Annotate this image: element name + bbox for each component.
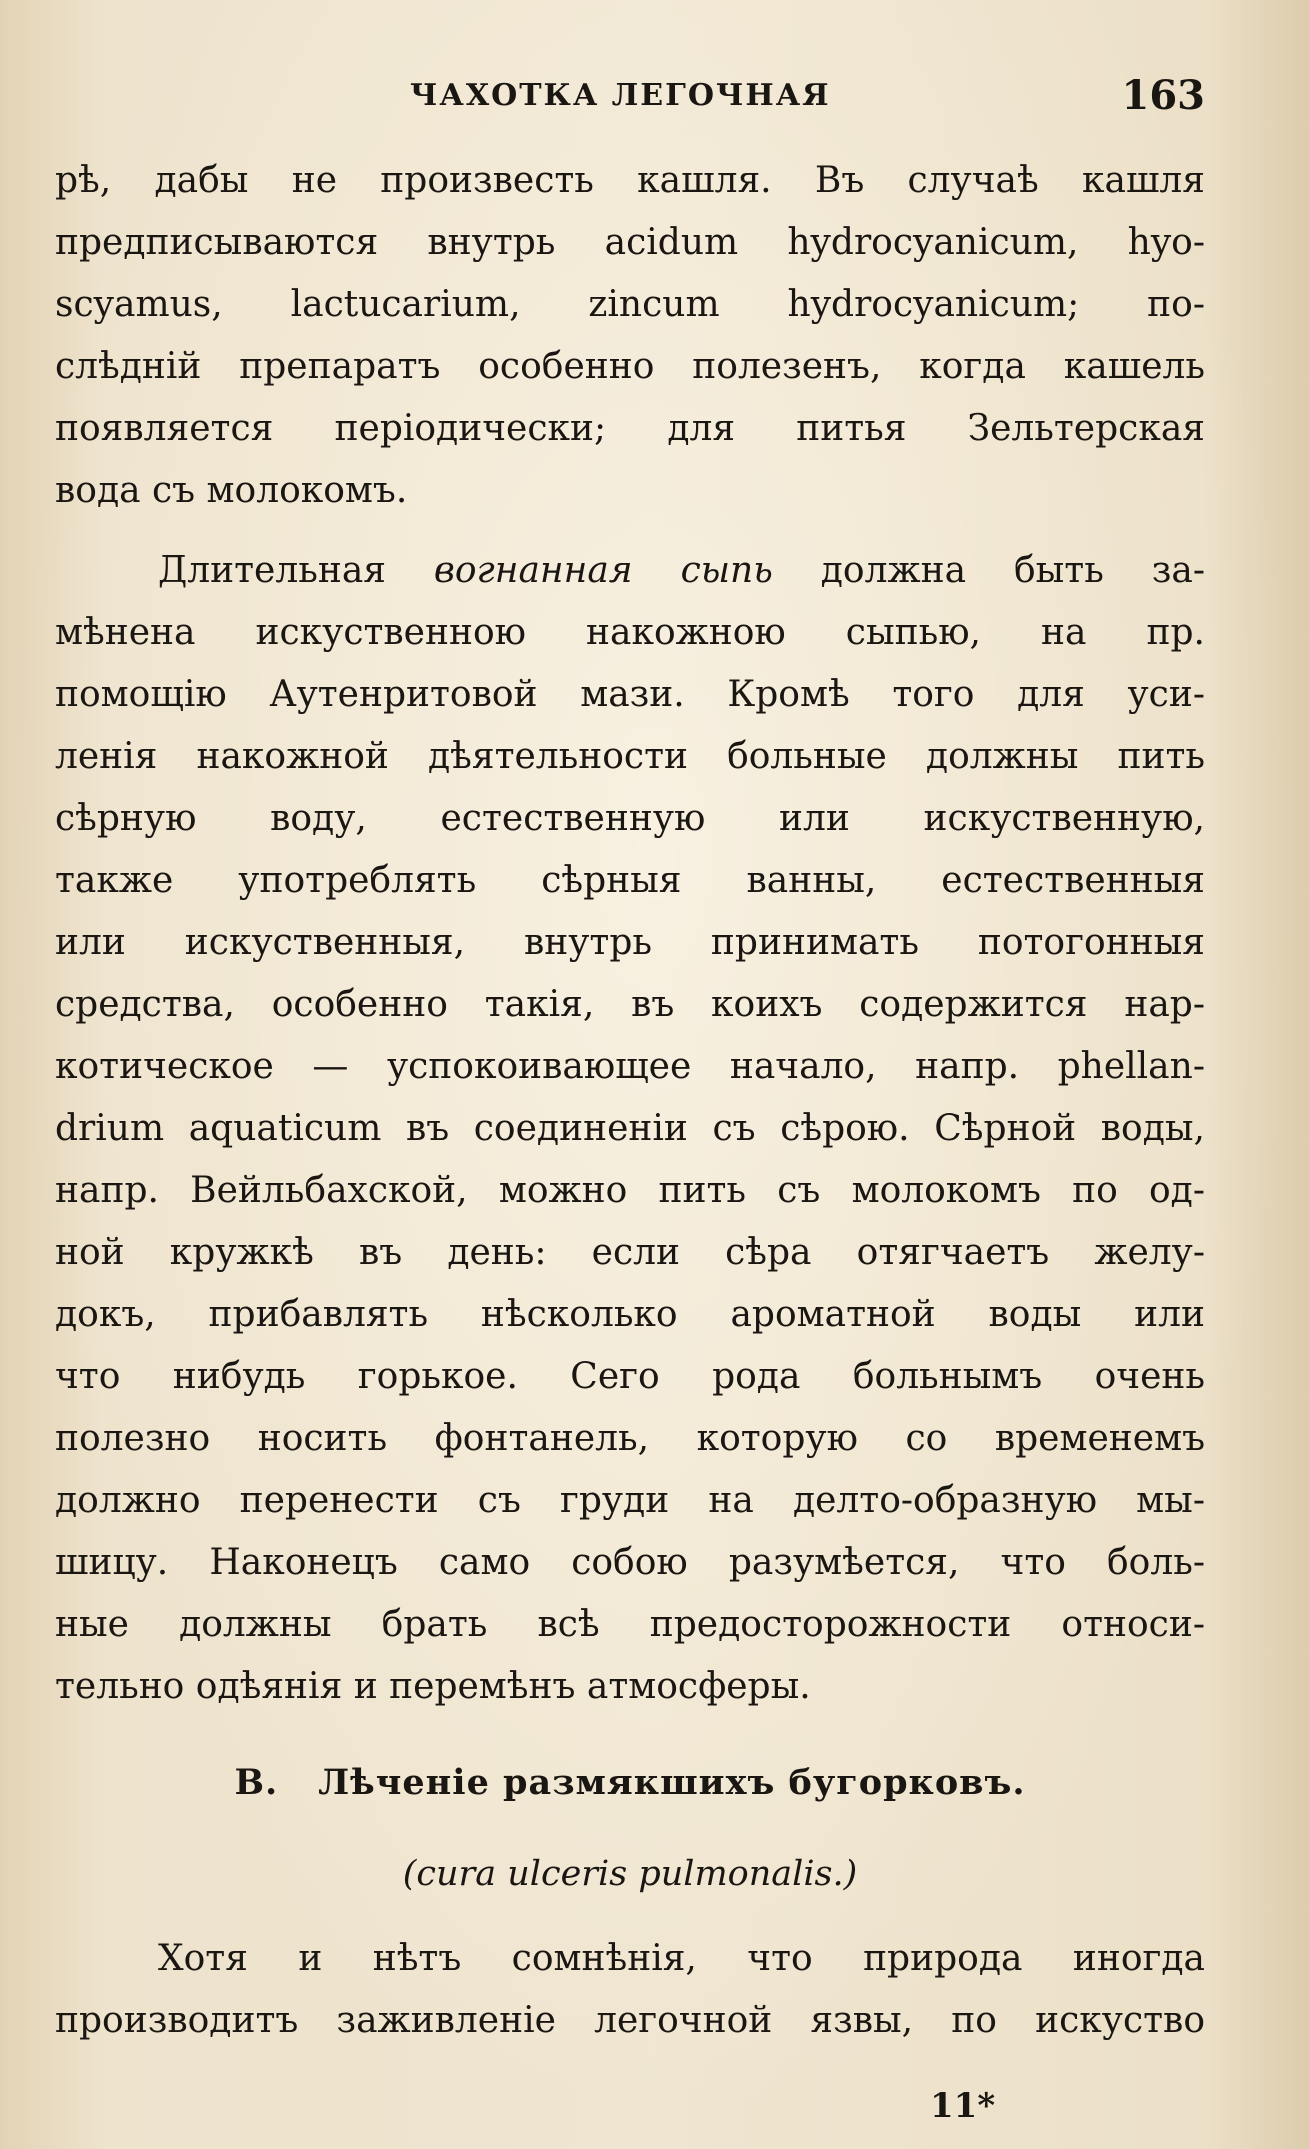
- text-run: должна быть за-: [772, 550, 1205, 591]
- text-line: Хотя и нѣтъ сомнѣнія, что природа иногда: [158, 1938, 1205, 1979]
- section-heading: [55, 1748, 1205, 1818]
- text-line: полезно носить фонтанель, которую со временемъ: [55, 1418, 1205, 1459]
- text-line: напр. Вейльбахской, можно пить съ молокомъ по од-: [55, 1170, 1205, 1211]
- paragraph-3: [55, 1928, 1205, 2052]
- text-line: предписываются внутрь acidum hydrocyanicum, hyo-: [55, 222, 1205, 263]
- text-line: или искуственныя, внутрь принимать потогонныя: [55, 922, 1205, 963]
- text-line: производитъ заживленіе легочной язвы, по искуство: [55, 2000, 1205, 2041]
- text-line: котическое — успокоивающее начало, напр. phellan-: [55, 1046, 1205, 1087]
- running-title: ЧАХОТКА ЛЕГОЧНАЯ: [410, 78, 831, 113]
- text-line: рѣ, дабы не произвесть кашля. Въ случаѣ кашля: [55, 160, 1205, 201]
- page-header: [55, 72, 1205, 122]
- text-line: сѣрную воду, естественную или искуственную,: [55, 798, 1205, 839]
- text-line: drium aquaticum въ соединеніи съ сѣрою. Сѣрной воды,: [55, 1108, 1205, 1149]
- paragraph-2: [55, 540, 1205, 1718]
- text-line: мѣнена искуственною накожною сыпью, на пр.: [55, 612, 1205, 653]
- text-line: докъ, прибавлять нѣсколько ароматной воды или: [55, 1294, 1205, 1335]
- text-line: ленія накожной дѣятельности больные должны пить: [55, 736, 1205, 777]
- text-line: что нибудь горькое. Сего рода больнымъ очень: [55, 1356, 1205, 1397]
- text-line: также употреблять сѣрныя ванны, естественныя: [55, 860, 1205, 901]
- text-line: шицу. Наконецъ само собою разумѣется, что боль-: [55, 1542, 1205, 1583]
- text-line: [55, 540, 1205, 602]
- text-run: Длительная: [158, 550, 434, 591]
- text-line: должно перенести съ груди на делто-образную мы-: [55, 1480, 1205, 1521]
- paragraph-1: [55, 150, 1205, 522]
- page-body: [55, 150, 1205, 2052]
- text-line: scyamus, lactucarium, zincum hydrocyanicum; по-: [55, 284, 1205, 325]
- text-line: ные должны брать всѣ предосторожности относи-: [55, 1604, 1205, 1645]
- text-line: вода съ молокомъ.: [55, 470, 408, 511]
- section-title: Лѣченіе размякшихъ бугорковъ.: [318, 1762, 1026, 1803]
- text-line: появляется періодически; для питья Зельтерская: [55, 408, 1205, 449]
- text-line: средства, особенно такія, въ коихъ содержится нар-: [55, 984, 1205, 1025]
- signature-mark: 11*: [930, 2086, 996, 2126]
- text-line: помощію Аутенритовой мази. Кромѣ того для уси-: [55, 674, 1205, 715]
- page-number: 163: [1121, 72, 1205, 119]
- text-line: ной кружкѣ въ день: если сѣра отягчаетъ желу-: [55, 1232, 1205, 1273]
- section-letter: B.: [234, 1762, 279, 1803]
- text-line: тельно одѣянія и перемѣнъ атмосферы.: [55, 1666, 811, 1707]
- text-line: слѣдній препаратъ особенно полезенъ, когда кашель: [55, 346, 1205, 387]
- italic-term: вогнанная сыпь: [433, 550, 773, 591]
- section-subtitle: (cura ulceris pulmonalis.): [402, 1854, 858, 1894]
